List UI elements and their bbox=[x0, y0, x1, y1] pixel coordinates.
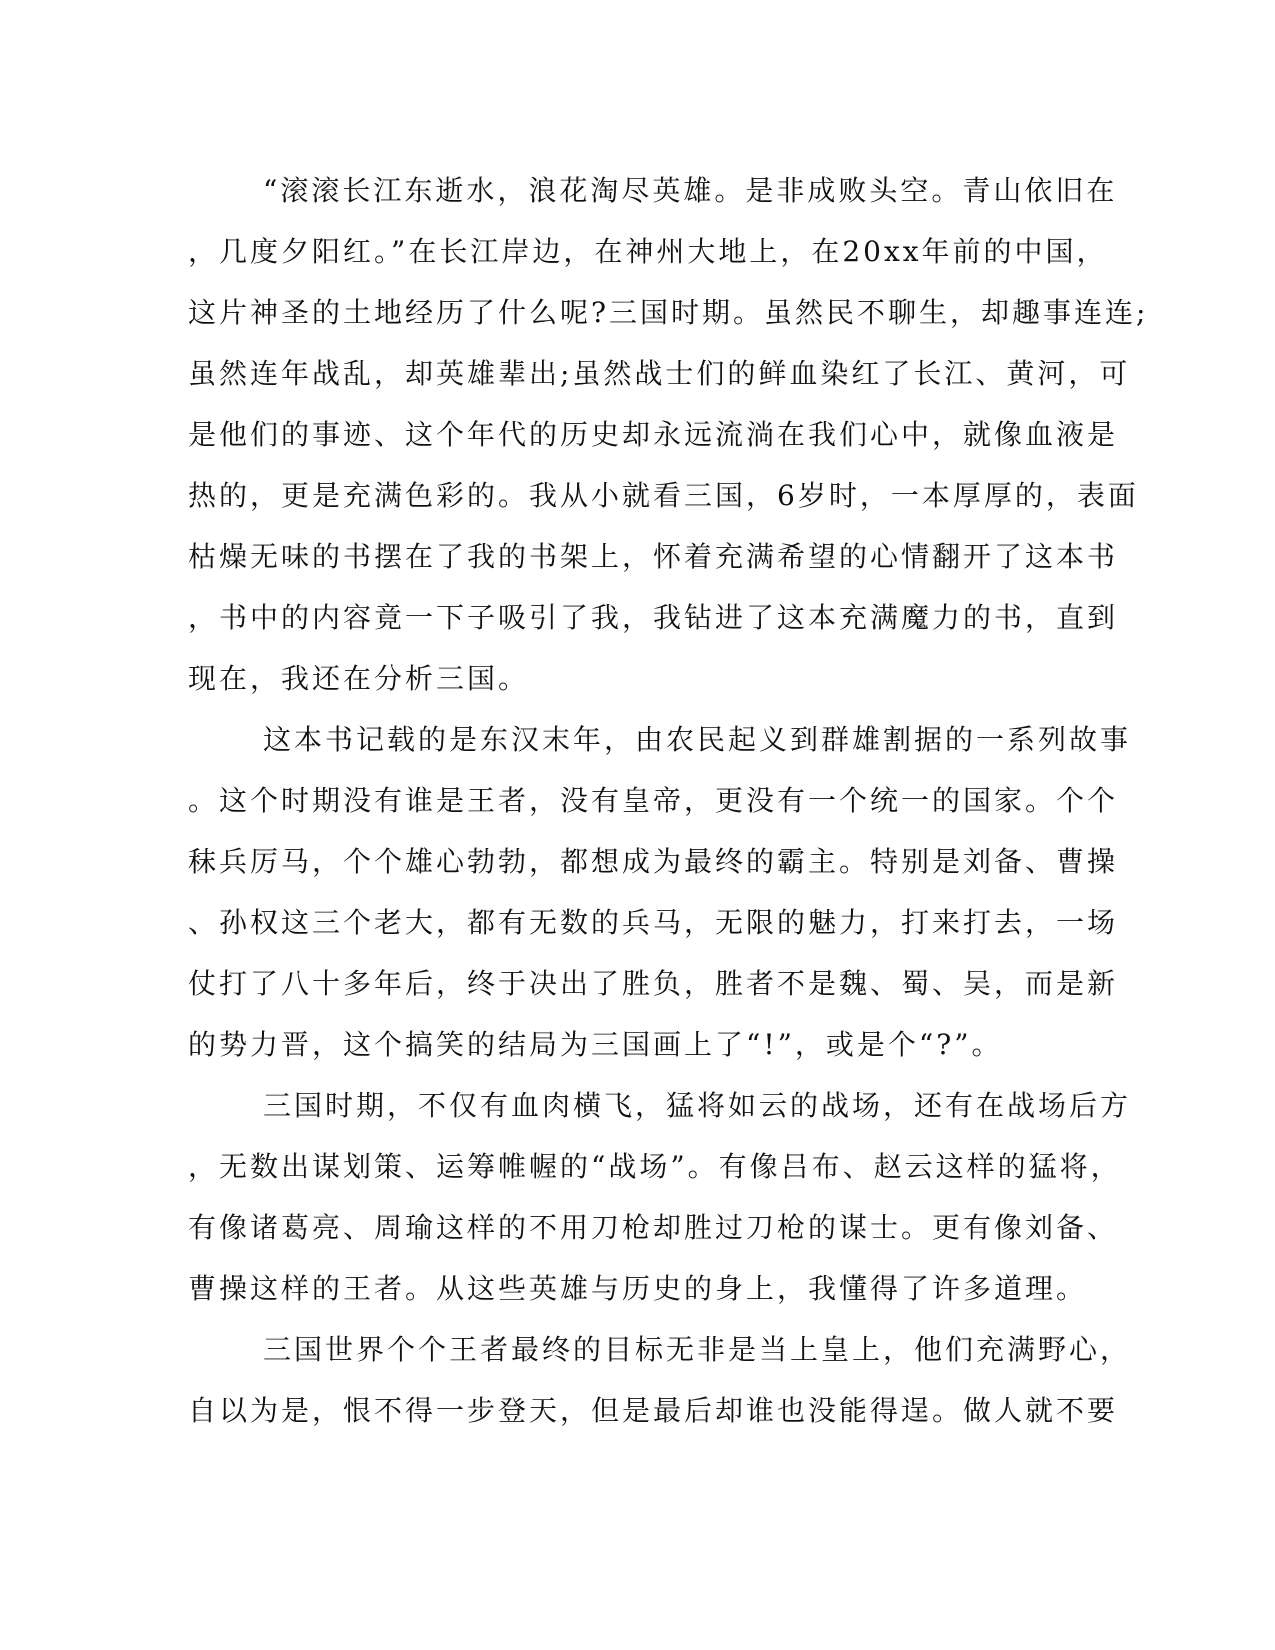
text-line: 仗打了八十多年后，终于决出了胜负，胜者不是魏、蜀、吴，而是新 bbox=[188, 967, 1119, 1000]
text-line: 热的，更是充满色彩的。我从小就看三国，6岁时，一本厚厚的，表面 bbox=[188, 479, 1139, 512]
text-line: 现在，我还在分析三国。 bbox=[188, 662, 530, 695]
text-line: 这片神圣的土地经历了什么呢?三国时期。虽然民不聊生，却趣事连连; bbox=[188, 296, 1149, 329]
document-body bbox=[188, 160, 1149, 1441]
text-line: “滚滚长江东逝水，浪花淘尽英雄。是非成败头空。青山依旧在 bbox=[263, 174, 1118, 207]
text-line: 三国世界个个王者最终的目标无非是当上皇上，他们充满野心， bbox=[263, 1333, 1132, 1366]
text-line: 。这个时期没有谁是王者，没有皇帝，更没有一个统一的国家。个个 bbox=[188, 784, 1119, 817]
text-line: 有像诸葛亮、周瑜这样的不用刀枪却胜过刀枪的谋士。更有像刘备、 bbox=[188, 1211, 1119, 1244]
text-line: 曹操这样的王者。从这些英雄与历史的身上，我懂得了许多道理。 bbox=[188, 1272, 1088, 1305]
text-line: ，无数出谋划策、运筹帷幄的“战场”。有像吕布、赵云这样的猛将， bbox=[188, 1150, 1122, 1183]
text-line: 秣兵厉马，个个雄心勃勃，都想成为最终的霸主。特别是刘备、曹操 bbox=[188, 845, 1119, 878]
text-line: 自以为是，恨不得一步登天，但是最后却谁也没能得逞。做人就不要 bbox=[188, 1394, 1119, 1427]
text-line: 是他们的事迹、这个年代的历史却永远流淌在我们心中，就像血液是 bbox=[188, 418, 1119, 451]
text-line: 枯燥无味的书摆在了我的书架上，怀着充满希望的心情翻开了这本书 bbox=[188, 540, 1119, 573]
text-line: 的势力晋，这个搞笑的结局为三国画上了“!”，或是个“?”。 bbox=[188, 1028, 1003, 1061]
text-line: 虽然连年战乱，却英雄辈出;虽然战士们的鲜血染红了长江、黄河，可 bbox=[188, 357, 1131, 390]
text-line: ，几度夕阳红。”在长江岸边，在神州大地上，在20xx年前的中国， bbox=[188, 235, 1108, 268]
text-line: 三国时期，不仅有血肉横飞，猛将如云的战场，还有在战场后方 bbox=[263, 1089, 1132, 1122]
text-line: 、孙权这三个老大，都有无数的兵马，无限的魅力，打来打去，一场 bbox=[188, 906, 1119, 939]
text-line: ，书中的内容竟一下子吸引了我，我钻进了这本充满魔力的书，直到 bbox=[188, 601, 1119, 634]
text-line: 这本书记载的是东汉末年，由农民起义到群雄割据的一系列故事 bbox=[263, 723, 1132, 756]
